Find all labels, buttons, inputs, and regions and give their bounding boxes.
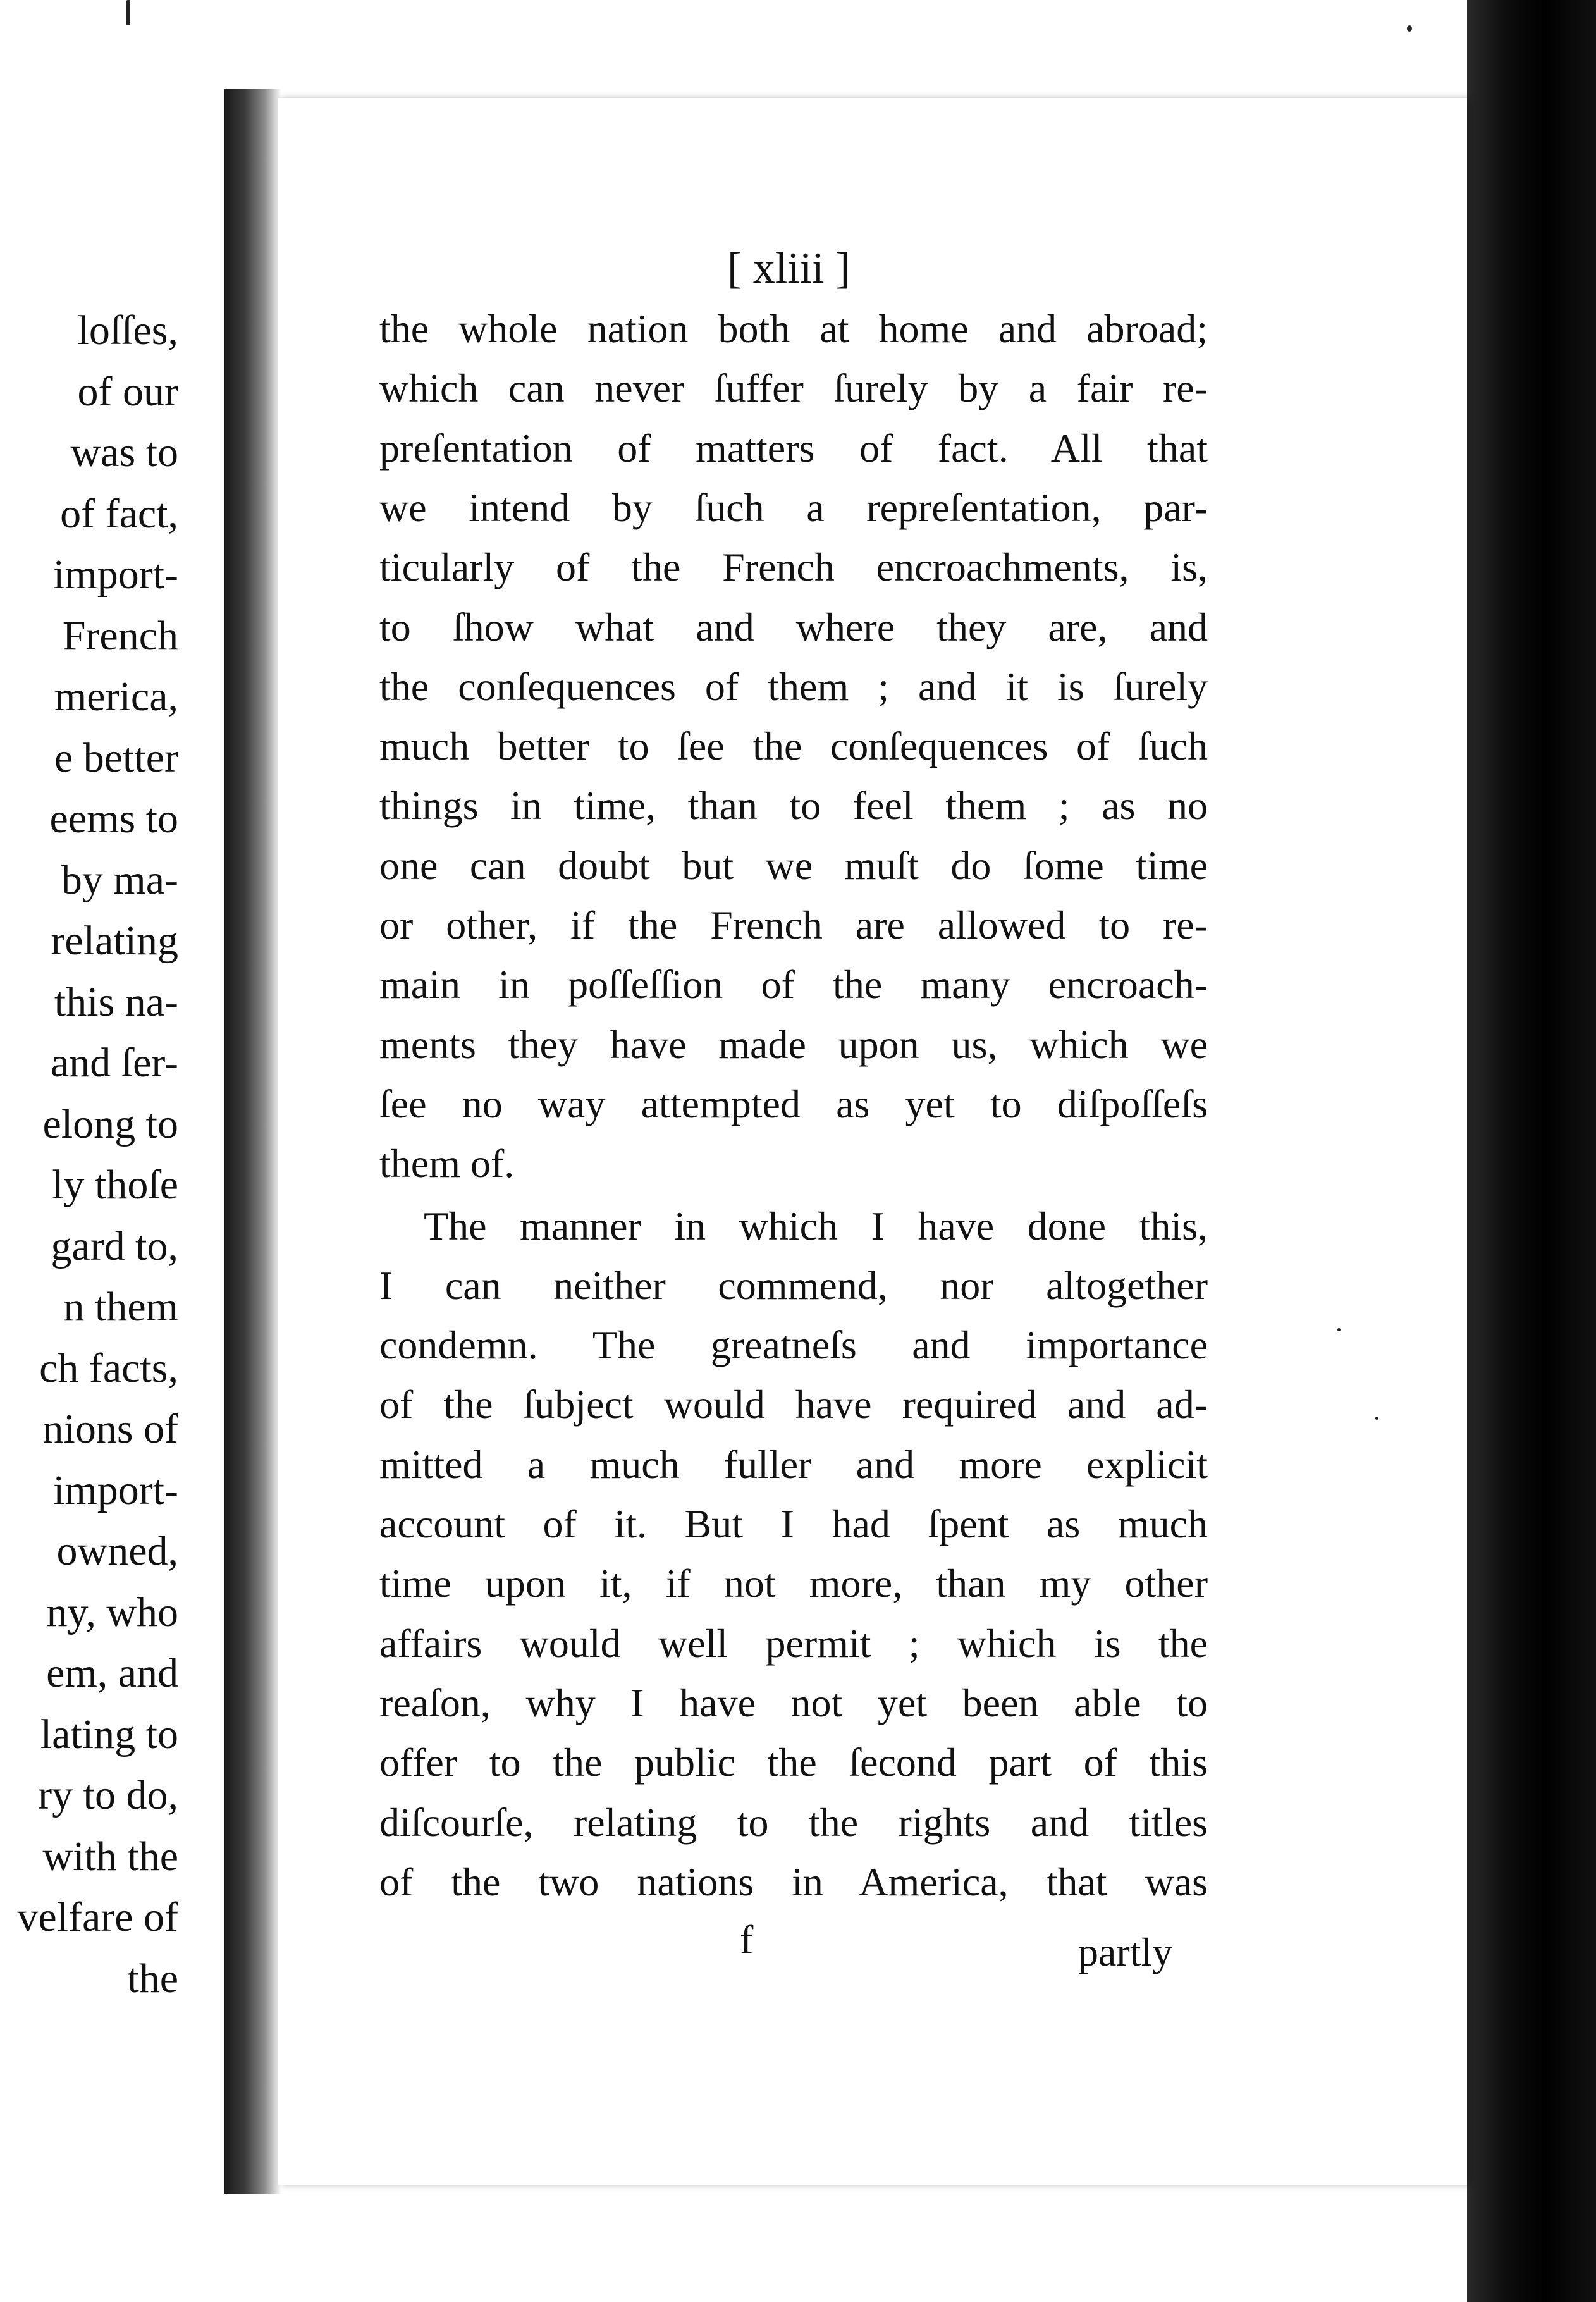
text-line: them of. — [379, 1141, 515, 1186]
book-binding-edge — [1467, 0, 1596, 2302]
left-page-line: was to — [70, 429, 178, 476]
text-line: account of it. But I had ſpent as much — [379, 1501, 1208, 1546]
text-line: I can neither commend, nor altogether — [379, 1262, 1208, 1308]
page-number-header: [ xliii ] — [727, 244, 850, 293]
signature-mark: f — [740, 1917, 754, 1962]
page-gutter-shadow — [224, 89, 281, 2194]
left-page-line: velfare of — [17, 1894, 178, 1940]
left-page-line: em, and — [46, 1650, 178, 1696]
left-page-line: this na- — [54, 978, 178, 1025]
left-page-line: by ma- — [61, 856, 178, 903]
left-page-line: owned, — [56, 1528, 178, 1574]
left-page-line: of fact, — [60, 490, 178, 537]
ink-speck — [1337, 1328, 1341, 1331]
left-page-line: merica, — [54, 674, 178, 720]
text-line: The manner in which I have done this, — [424, 1203, 1208, 1248]
left-page-line: with the — [42, 1833, 178, 1880]
text-line: ticularly of the French encroachments, is, — [379, 545, 1208, 590]
left-page-line: of our — [77, 368, 178, 415]
ink-speck — [1375, 1417, 1378, 1420]
text-line: of the two nations in America, that was — [379, 1859, 1208, 1904]
text-line: affairs would well permit ; which is the — [379, 1620, 1208, 1666]
left-page-line: French — [62, 612, 178, 659]
text-line: main in poſſeſſion of the many encroach- — [379, 962, 1208, 1007]
text-line: time upon it, if not more, than my other — [379, 1561, 1208, 1606]
left-page-line: relating — [51, 918, 178, 964]
left-page-line: e better — [54, 734, 178, 781]
left-page-line: eems to — [49, 796, 178, 842]
text-line: condemn. The greatneſs and importance — [379, 1322, 1208, 1368]
ink-speck — [1407, 25, 1412, 32]
text-line: which can never ſuffer ſurely by a fair re- — [379, 366, 1208, 411]
left-page-line: loſſes, — [77, 307, 178, 354]
text-line: to ſhow what and where they are, and — [379, 604, 1208, 649]
text-line: offer to the public the ſecond part of this — [379, 1740, 1208, 1785]
left-page-line: ny, who — [46, 1589, 178, 1635]
left-page-line: gard to, — [51, 1222, 178, 1269]
text-line: preſentation of matters of fact. All that — [379, 425, 1208, 471]
left-page-line: elong to — [42, 1100, 178, 1147]
text-line: diſcourſe, relating to the rights and titles — [379, 1799, 1208, 1845]
text-line: or other, if the French are allowed to re- — [379, 902, 1208, 947]
left-page-line: n them — [63, 1284, 178, 1330]
text-line: one can doubt but we muſt do ſome time — [379, 842, 1208, 888]
left-facing-page — [0, 76, 228, 2213]
text-line: ments they have made upon us, which we — [379, 1021, 1208, 1067]
left-page-line: lating to — [40, 1711, 178, 1757]
left-page-line: ry to do, — [38, 1772, 178, 1818]
text-line: ſee no way attempted as yet to diſpoſſeſs — [379, 1081, 1208, 1126]
left-page-line: nions of — [42, 1406, 178, 1452]
text-line: we intend by ſuch a repreſentation, par- — [379, 484, 1208, 530]
left-page-line: and ſer- — [50, 1040, 178, 1086]
text-line: things in time, than to feel them ; as no — [379, 783, 1208, 828]
text-line: the whole nation both at home and abroad; — [379, 306, 1208, 351]
left-page-line: ch facts, — [39, 1345, 178, 1391]
text-line: much better to ſee the conſequences of ſuch — [379, 723, 1208, 769]
text-line: of the ſubject would have required and ad- — [379, 1382, 1208, 1427]
left-page-line: import- — [53, 551, 178, 598]
catchword: partly — [1078, 1930, 1173, 1974]
left-page-line: the — [127, 1955, 178, 2002]
left-page-line: ly thoſe — [52, 1162, 178, 1208]
text-line: the conſequences of them ; and it is ſurely — [379, 663, 1208, 709]
text-line: mitted a much fuller and more explicit — [379, 1441, 1208, 1487]
left-page-line: import- — [53, 1467, 178, 1513]
ink-speck — [126, 0, 130, 25]
text-line: reaſon, why I have not yet been able to — [379, 1680, 1208, 1725]
